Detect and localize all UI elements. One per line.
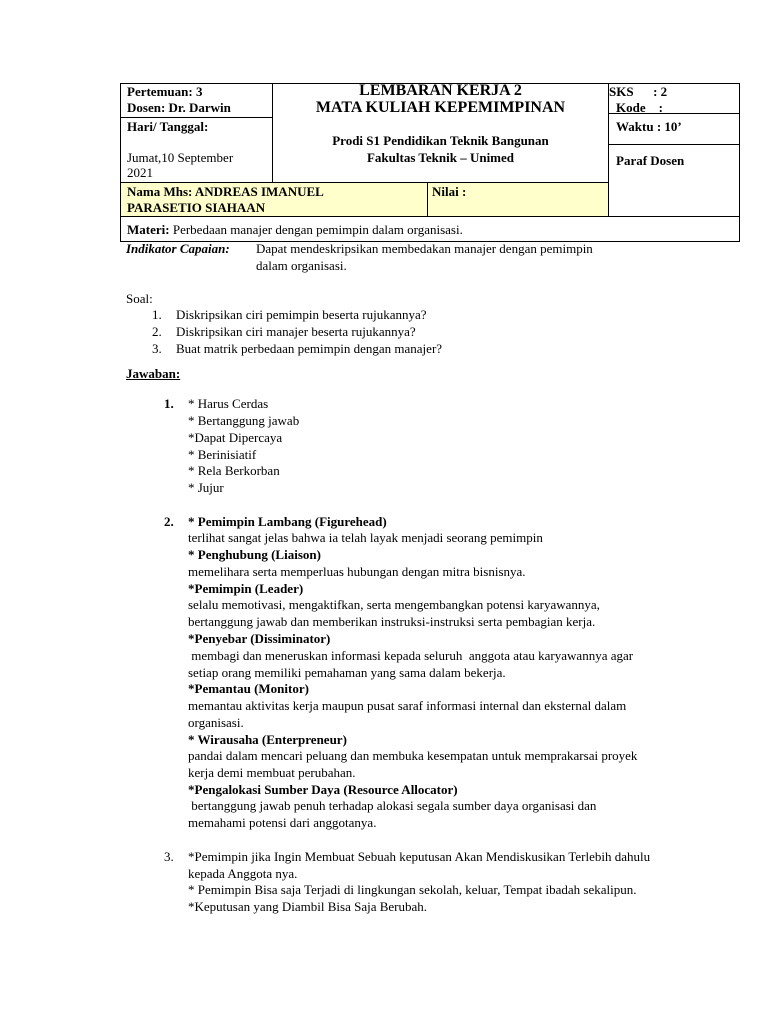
- materi-row: [127, 222, 463, 238]
- student-name-line2: PARASETIO SIAHAAN: [127, 200, 266, 215]
- paraf-dosen-label: Paraf Dosen: [616, 153, 685, 168]
- answer-3-line: *Keputusan yang Diambil Bisa Saja Berubah.: [188, 899, 428, 914]
- answer-1-line: * Berinisiatif: [188, 447, 257, 462]
- answer-2-heading: *Penyebar (Dissiminator): [188, 631, 331, 646]
- table-line: [120, 117, 273, 118]
- answer-3-num: 3.: [164, 849, 174, 864]
- indikator-label: Indikator Capaian:: [126, 241, 230, 256]
- date-line1: Jumat,10 September: [127, 150, 234, 165]
- answer-2-line: memantau aktivitas kerja maupun pusat saraf informasi internal dan eksternal dalam: [188, 698, 627, 713]
- sks-label: SKS : 2: [609, 84, 668, 99]
- answer-2-heading: * Penghubung (Liaison): [188, 547, 321, 562]
- soal-label: Soal:: [126, 291, 153, 306]
- soal-num: 3.: [152, 341, 162, 356]
- waktu-label: Waktu : 10’: [616, 119, 682, 134]
- answer-1-line: *Dapat Dipercaya: [188, 430, 283, 445]
- answer-1-num: 1.: [164, 396, 174, 411]
- answer-2-heading: * Wirausaha (Enterpreneur): [188, 732, 347, 747]
- answer-2-line: bertanggung jawab penuh terhadap alokasi segala sumber daya organisasi dan: [188, 798, 597, 813]
- answer-2-line: pandai dalam mencari peluang dan membuka kesempatan untuk memprakarsai proyek: [188, 748, 638, 763]
- answer-1-line: * Bertanggung jawab: [188, 413, 300, 428]
- table-line: [120, 182, 609, 183]
- indikator-line1: Dapat mendeskripsikan membedakan manajer dengan pemimpin: [256, 241, 593, 256]
- dosen-label: Dosen: Dr. Darwin: [127, 100, 231, 115]
- answer-1-line: * Jujur: [188, 480, 224, 495]
- course-title: MATA KULIAH KEPEMIMPINAN: [315, 99, 566, 116]
- answer-2-line: memelihara serta memperluas hubungan dengan mitra bisnisnya.: [188, 564, 526, 579]
- answer-2-line: terlihat sangat jelas bahwa ia telah layak menjadi seorang pemimpin: [188, 530, 543, 545]
- answer-2-line: membagi dan meneruskan informasi kepada seluruh anggota atau karyawannya agar: [188, 648, 634, 663]
- pertemuan-label: Pertemuan: 3: [127, 84, 203, 99]
- nilai-label: Nilai :: [432, 184, 467, 199]
- soal-text: Buat matrik perbedaan pemimpin dengan manajer?: [176, 341, 443, 356]
- answer-2-heading: *Pemimpin (Leader): [188, 581, 304, 596]
- table-line: [608, 83, 609, 217]
- answer-1-line: * Rela Berkorban: [188, 463, 280, 478]
- prodi-label: Prodi S1 Pendidikan Teknik Bangunan: [332, 133, 549, 148]
- soal-num: 2.: [152, 324, 162, 339]
- answer-2-line: bertanggung jawab dan memberikan instruksi-instruksi serta pembagian kerja.: [188, 614, 596, 629]
- answer-2-line: setiap orang memiliki pemahaman yang sama dalam bekerja.: [188, 665, 506, 680]
- soal-text: Diskripsikan ciri pemimpin beserta rujukannya?: [176, 307, 427, 322]
- answer-3-line: * Pemimpin Bisa saja Terjadi di lingkungan sekolah, keluar, Tempat ibadah sekalipun.: [188, 882, 637, 897]
- table-line: [608, 144, 740, 145]
- answer-3-line: kepada Anggota nya.: [188, 866, 298, 881]
- indikator-line2: dalam organisasi.: [256, 258, 347, 273]
- soal-text: Diskripsikan ciri manajer beserta rujukannya?: [176, 324, 416, 339]
- soal-num: 1.: [152, 307, 162, 322]
- page-title: LEMBARAN KERJA 2: [359, 82, 522, 99]
- table-line: [427, 182, 428, 217]
- hari-tanggal-label: Hari/ Tanggal:: [127, 119, 209, 134]
- answer-2-line: organisasi.: [188, 715, 244, 730]
- materi-label: Materi:: [127, 222, 170, 237]
- answer-2-heading: *Pemantau (Monitor): [188, 681, 309, 696]
- materi-text: Perbedaan manajer dengan pemimpin dalam organisasi.: [169, 222, 463, 237]
- answer-2-line: selalu memotivasi, mengaktifkan, serta mengembangkan potensi karyawannya,: [188, 597, 600, 612]
- date-line2: 2021: [127, 165, 153, 180]
- table-line: [120, 216, 740, 217]
- answer-2-heading: * Pemimpin Lambang (Figurehead): [188, 514, 387, 529]
- answer-2-heading: *Pengalokasi Sumber Daya (Resource Allocator): [188, 782, 458, 797]
- student-name-line1: Nama Mhs: ANDREAS IMANUEL: [127, 184, 324, 199]
- answer-2-line: memahami potensi dari anggotanya.: [188, 815, 377, 830]
- fakultas-label: Fakultas Teknik – Unimed: [366, 150, 515, 165]
- jawaban-label: Jawaban:: [126, 366, 181, 381]
- answer-2-num: 2.: [164, 514, 174, 529]
- answer-3-line: *Pemimpin jika Ingin Membuat Sebuah keputusan Akan Mendiskusikan Terlebih dahulu: [188, 849, 651, 864]
- answer-2-line: kerja demi membuat perubahan.: [188, 765, 356, 780]
- kode-label: Kode :: [616, 100, 663, 115]
- answer-1-line: * Harus Cerdas: [188, 396, 269, 411]
